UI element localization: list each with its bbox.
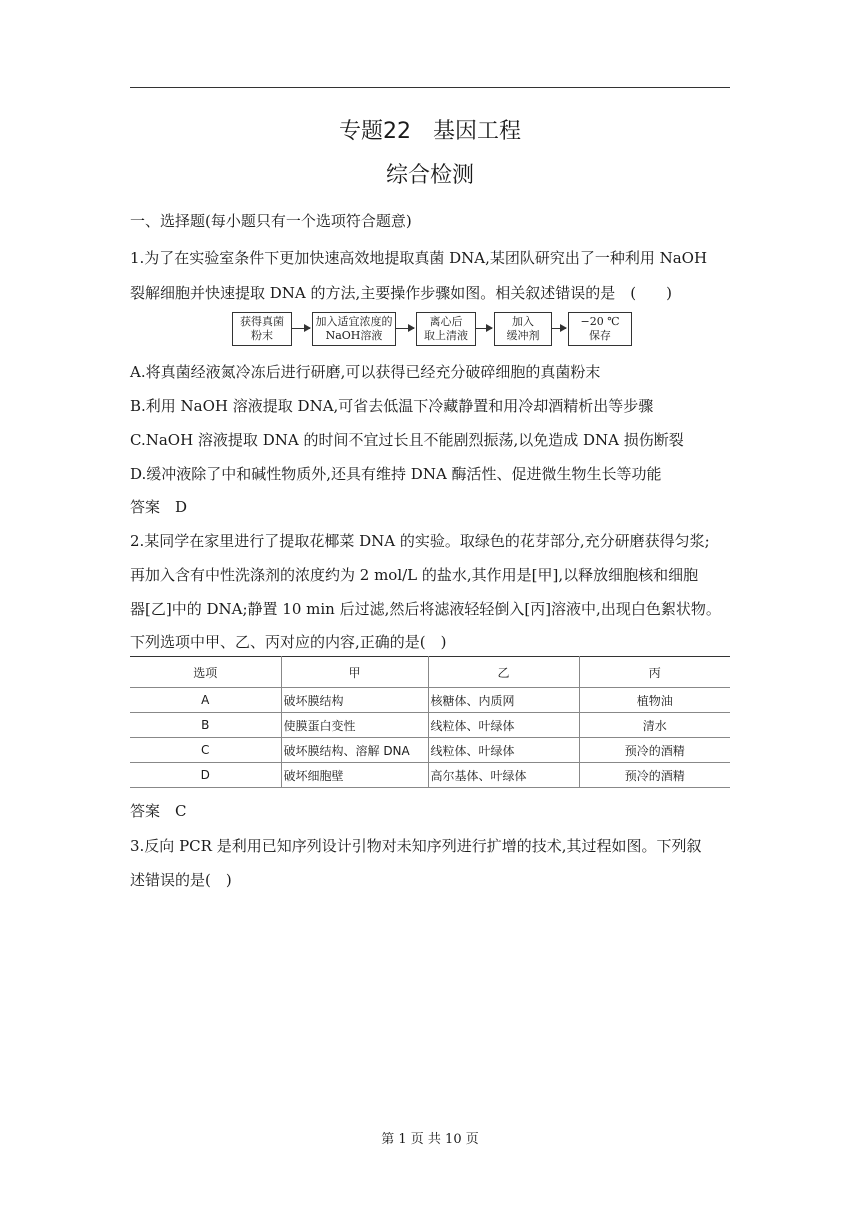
table-cell: 使膜蛋白变性 — [281, 713, 428, 738]
q1-answer: 答案 D — [130, 498, 188, 516]
table-cell: D — [130, 763, 281, 788]
flow-step-1: 获得真菌 粉末 — [232, 312, 292, 346]
q1-stem-line2: 裂解细胞并快速提取 DNA 的方法,主要操作步骤如图。相关叙述错误的是 ( ) — [130, 284, 672, 302]
flow-arrow-icon — [292, 328, 310, 329]
table-cell: 预冷的酒精 — [579, 738, 730, 763]
table-header: 丙 — [579, 657, 730, 688]
table-cell: 破坏膜结构、溶解 DNA — [281, 738, 428, 763]
flow-arrow-icon — [476, 328, 492, 329]
q3-stem-line1: 3.反向 PCR 是利用已知序列设计引物对未知序列进行扩增的技术,其过程如图。下列叙 — [130, 837, 702, 855]
table-cell: C — [130, 738, 281, 763]
table-cell: 高尔基体、叶绿体 — [428, 763, 579, 788]
q1-option-b: B.利用 NaOH 溶液提取 DNA,可省去低温下冷藏静置和用冷却酒精析出等步骤 — [130, 397, 654, 415]
flow-arrow-icon — [552, 328, 566, 329]
table-header: 选项 — [130, 657, 281, 688]
table-cell: A — [130, 688, 281, 713]
q2-stem-line2: 再加入含有中性洗涤剂的浓度约为 2 mol/L 的盐水,其作用是[甲],以释放细胞核和细胞 — [130, 566, 699, 584]
table-cell: B — [130, 713, 281, 738]
page-subtitle: 综合检测 — [385, 163, 474, 188]
q2-answer: 答案 C — [130, 802, 187, 820]
page-number: 第 1 页 共 10 页 — [381, 1132, 479, 1147]
table-cell: 清水 — [579, 713, 730, 738]
section-heading: 一、选择题(每小题只有一个选项符合题意) — [130, 212, 412, 230]
table-cell: 破坏膜结构 — [281, 688, 428, 713]
flow-step-5: −20 ℃ 保存 — [568, 312, 632, 346]
q1-option-a: A.将真菌经液氮冷冻后进行研磨,可以获得已经充分破碎细胞的真菌粉末 — [130, 363, 601, 381]
table-row — [130, 738, 730, 763]
q1-stem-line1: 1.为了在实验室条件下更加快速高效地提取真菌 DNA,某团队研究出了一种利用 NaOH — [130, 249, 708, 267]
table-header: 乙 — [428, 657, 579, 688]
table-header: 甲 — [281, 657, 428, 688]
table-header-row — [130, 657, 730, 688]
table-row — [130, 713, 730, 738]
q2-stem-line3: 器[乙]中的 DNA;静置 10 min 后过滤,然后将滤液轻轻倒入[丙]溶液中,出现白色絮状物。 — [130, 600, 721, 618]
page-title: 专题22 基因工程 — [339, 119, 521, 144]
table-cell: 核糖体、内质网 — [428, 688, 579, 713]
q2-stem-line1: 2.某同学在家里进行了提取花椰菜 DNA 的实验。取绿色的花芽部分,充分研磨获得匀浆; — [130, 532, 710, 550]
flow-step-4: 加入 缓冲剂 — [494, 312, 552, 346]
table-row — [130, 688, 730, 713]
flow-step-2: 加入适宜浓度的 NaOH溶液 — [312, 312, 396, 346]
q3-stem-line2: 述错误的是( ) — [130, 871, 232, 889]
flow-step-3: 离心后 取上清液 — [416, 312, 476, 346]
table-cell: 植物油 — [579, 688, 730, 713]
table-cell: 预冷的酒精 — [579, 763, 730, 788]
table-cell: 线粒体、叶绿体 — [428, 738, 579, 763]
q2-options-table — [130, 656, 730, 788]
flow-arrow-icon — [396, 328, 414, 329]
table-cell: 破坏细胞壁 — [281, 763, 428, 788]
q2-stem-line4: 下列选项中甲、乙、丙对应的内容,正确的是( ) — [130, 633, 447, 651]
q1-option-d: D.缓冲液除了中和碱性物质外,还具有维持 DNA 酶活性、促进微生物生长等功能 — [130, 465, 662, 483]
table-cell: 线粒体、叶绿体 — [428, 713, 579, 738]
q1-option-c: C.NaOH 溶液提取 DNA 的时间不宜过长且不能剧烈振荡,以免造成 DNA 损伤断裂 — [130, 431, 684, 449]
table-row — [130, 763, 730, 788]
header-rule — [130, 87, 730, 88]
